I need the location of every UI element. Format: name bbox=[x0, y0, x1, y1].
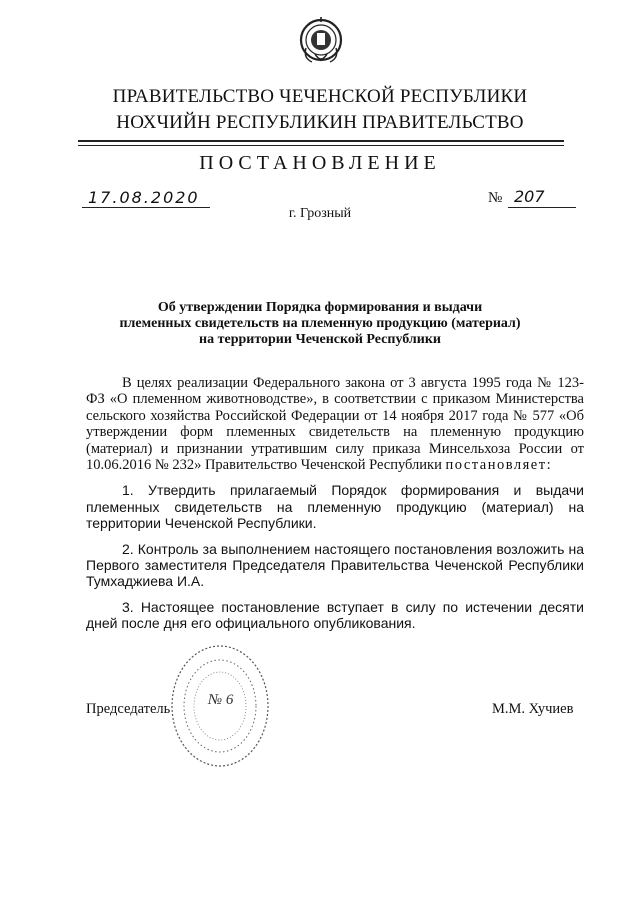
preamble-text: В целях реализации Федерального закона от 3 августа 1995 года № 123-ФЗ «О племенном животноводстве», в соответствии с приказом Министерства сельского хозяйства Российской Федерации от 14 ноября 2017 года № 577 «Об утверждении форм племенных свидетельств на племенную продукцию (материал) и признании утратившим силу приказа Минсельхоза России от 10.06.2016 № 232» Правительство Чеченской Республики bbox=[86, 375, 584, 474]
decree-item-2: 2. Контроль за выполнением настоящего постановления возложить на Первого заместителя Председателя Правительства Чеченской Республики Тумхаджиева И.А. bbox=[86, 540, 584, 590]
org-name-russian: ПРАВИТЕЛЬСТВО ЧЕЧЕНСКОЙ РЕСПУБЛИКИ bbox=[112, 86, 528, 107]
signer-position: Председатель bbox=[86, 701, 171, 717]
title-line: Об утверждении Порядка формирования и выдачи bbox=[157, 300, 483, 315]
header-divider-thin bbox=[78, 145, 564, 146]
preamble-paragraph bbox=[86, 375, 584, 473]
title-line: племенных свидетельств на племенную продукцию (материал) bbox=[119, 316, 521, 331]
signer-name: М.М. Хучиев bbox=[492, 701, 574, 717]
chechen-republic-emblem-icon bbox=[298, 14, 344, 70]
title-line: на территории Чеченской Республики bbox=[199, 332, 441, 347]
stamp-number: № 6 bbox=[208, 692, 234, 708]
header-divider-thick bbox=[78, 140, 564, 142]
city: г. Грозный bbox=[288, 206, 352, 221]
document-title bbox=[100, 300, 540, 348]
decree-item-1: 1. Утвердить прилагаемый Порядок формирования и выдачи племенных свидетельств на племенную продукцию (материал) на территории Чеченской Республики. bbox=[86, 482, 584, 532]
document-body bbox=[86, 375, 584, 632]
document-number: 207 bbox=[514, 187, 545, 206]
org-name-chechen: НОХЧИЙН РЕСПУБЛИКИН ПРАВИТЕЛЬСТВО bbox=[116, 112, 524, 133]
decree-item-3: 3. Настоящее постановление вступает в силу по истечении десяти дней после дня его официального опубликования. bbox=[86, 598, 584, 632]
document-type: ПОСТАНОВЛЕНИЕ bbox=[199, 152, 441, 174]
number-label: № bbox=[488, 190, 503, 206]
decree-word: постановляет: bbox=[445, 457, 553, 474]
document-date: 17.08.2020 bbox=[88, 188, 200, 207]
